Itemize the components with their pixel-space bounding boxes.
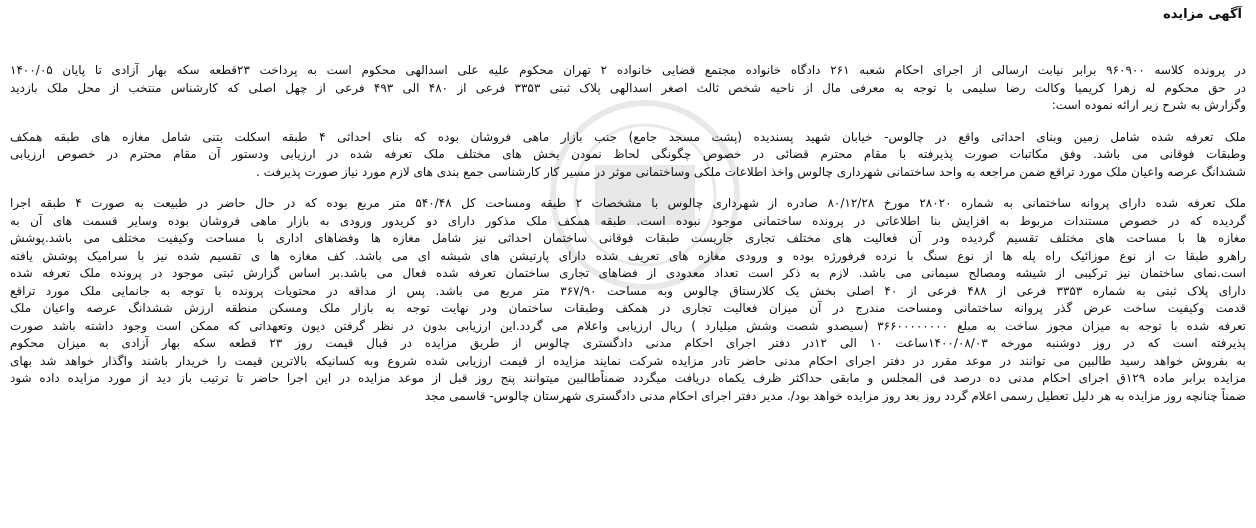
text-line: راهرو طبقا ت از نوع موزائیک راه پله ها از نوع سنگ با نرده فرفورژه بوده و ورودی مغازه های تعریف شده دارای پارتیشن های شیشه ای می باشد. کف مغازه ها ی تقسیم شده نیز با سرامیک پوشش یافته [10,248,1246,263]
text-line: دارای پلاک ثبتی به شماره ۳۳۵۳ فرعی از ۴۸۸ فرعی از ۴۰ اصلی بخش یک کلارستاق چالوس وبه مساحت ۳۶۷/۹۰ متر مربع می باشد. پس از مداقه در محتویات پرونده با توجه به جانمایی ملک مورد تراقع [10,283,1246,298]
text-line: پذیرفته است که در روز دوشنبه مورخه ۱۴۰۰/۰۸/۰۳ساعت ۱۰ الی ۱۲در دفتر اجرای احکام مدنی دادگستری چالوس از طریق مزایده در قبال قیمت روز ۲۳ قطعه سکه بهار آزادی به میزان محکوم [10,336,1246,350]
text-line: به بفروش خواهد رسید طالبین می توانند در موعد مقرر در دفتر اجرای احکام مدنی حاضر تادر مزایده شرکت نمایند مزایده از قیمت ارزیابی شده شروع وبه کسانیکه بالاترین قیمت را خریدار باشند واگذار خواهد شد بهای [10,353,1246,368]
text-line: گردیده که در خصوص مستندات مربوط به افزایش بنا اطلاعاتی در پرونده ساختمانی موجود نبوده است. طبقه همکف ملک مذکور دارای دو کریدور ورودی به بازار ماهی فروشان بوده وسایر قسمت های آن به [10,213,1246,228]
text-line: وگزارش به شرح زیر ارائه نموده است: [1051,98,1246,112]
text-line: ششدانگ عرصه واعیان ملک مورد تراقع ضمن مراجعه به واحد ساختمانی شهرداری چالوس واخذ اطلاعات ملکی وساختمانی موثر در مسیر کار کارشناسی جمع بندی های لازم مورد نیاز صورت پذیرفت . [255,164,1246,179]
text-line: مغازه ها با مساحت های مختلف تقسیم گردیده ودر آن فعالیت های مختلف تجاری جاریست طبقات فوقانی ساختمان احداثی نیز شامل مغازه ها وفضاهای اداری با مساحت وکیفیت مختلف می باشد.پوشش [10,231,1246,245]
text-line: مزایده برابر ماده ۱۲۹ق اجرای احکام مدنی ده درصد فی المجلس و مابقی حداکثر ظرف یکماه دریافت میگردد ضمناًطالبین میتوانند پنج روز قبل از موعد مزایده در این اجرا حاضر تا ترتیب باز دید از مورد مزایده داده شود [10,371,1246,385]
text-line: قدمت وکیفیت ساخت عرض گذر پروانه ساختمانی ومساحت مندرج در آن میزان فعالیت تجاری در همکف وطبقات ساختمان ودر نهایت توجه به بازار ملک ومسکن منطقه ارزش ششدانگ عرصه واعیان ملک [10,301,1246,315]
text-line: تعرفه شده با توجه به میزان مجوز ساخت به مبلغ ۳۶۶۰۰۰۰۰۰۰۰ (سیصدو شصت وشش میلیارد ) ریال ارزیابی واعلام می گردد.این ارزیابی بدون در نظر گرفتن دیون وتعهداتی که ممکن است وجود داشته باشد صورت [10,318,1246,333]
text-line: در حق محکوم له زهرا کریمیا وکالت رضا سلیمی با توجه به معرفی مال از ناحیه شخص ثالث اصغر اسدالهی پلاک ثبتی ۳۳۵۳ فرعی از ۴۸۰ الی ۴۹۳ فرعی از چهل اصلی که کارشناس منتخب از محل ملک بازدید [10,80,1246,95]
text-line: وطبقات فوقانی می باشد. وفق مکاتبات صورت پذیرفته با مقام محترم قضائی در خصوص چگونگی لحاظ نمودن بخش های مختلف ملک تعرفه شده در ارزیابی ودستور آن مقام محترم در خصوص ارزیابی [10,147,1246,161]
text-line: ضمناً چنانچه روز مزایده به هر دلیل تعطیل رسمی اعلام گردد روز بعد روز مزایده خواهد بود/. مدیر دفتر اجرای احکام مدنی دادگستری شهرستان چالوس- قاسمی مجد [424,388,1246,403]
paragraph-property-description [10,129,1246,182]
text-line: ملک تعرفه شده شامل زمین وبنای احداثی واقع در چالوس- خیابان شهید پسندیده (پشت مسجد جامع) جنب بازار ماهی فروشان بوده که بنای احداثی ۴ طبقه اسکلت بتنی شامل مغازه های طبقه همکف [10,129,1246,144]
notice-title: آگهی مزایده [1163,7,1242,22]
text-line: است.نمای ساختمان نیز ترکیبی از شیشه ومصالح سیمانی می باشد. لازم به ذکر است تعداد معدودی از فضاهای تجاری ساختمان تعرفه شده فعال می باشد.بر اساس گزارش ثبتی موجود در پرونده ملک تعرفه شده [10,266,1246,280]
paragraph-valuation-and-auction [10,195,1246,405]
text-line: ملک تعرفه شده دارای پروانه ساختمانی به شماره ۲۸۰۲۰ مورخ ۸۰/۱۲/۲۸ صادره از شهرداری چالوس با مشخصات ۲ طبقه ومساحت کل ۵۴۰/۴۸ متر مربع بوده که در حال حاضر در طبیعت به صورت ۴ طبقه اجرا [10,196,1246,210]
notice-body [10,62,1246,419]
paragraph-case-intro [10,62,1246,115]
text-line: در پرونده کلاسه ۹۶۰۹۰۰ برابر نیابت ارسالی از اجرای احکام شعبه ۲۶۱ دادگاه خانواده مجتمع قضایی خانواده ۲ تهران محکوم علیه علی اسدالهی محکوم است به پرداخت ۲۳قطعه سکه بهار آزادی تا پایان ۱۴۰۰/۰۵ [10,63,1246,77]
